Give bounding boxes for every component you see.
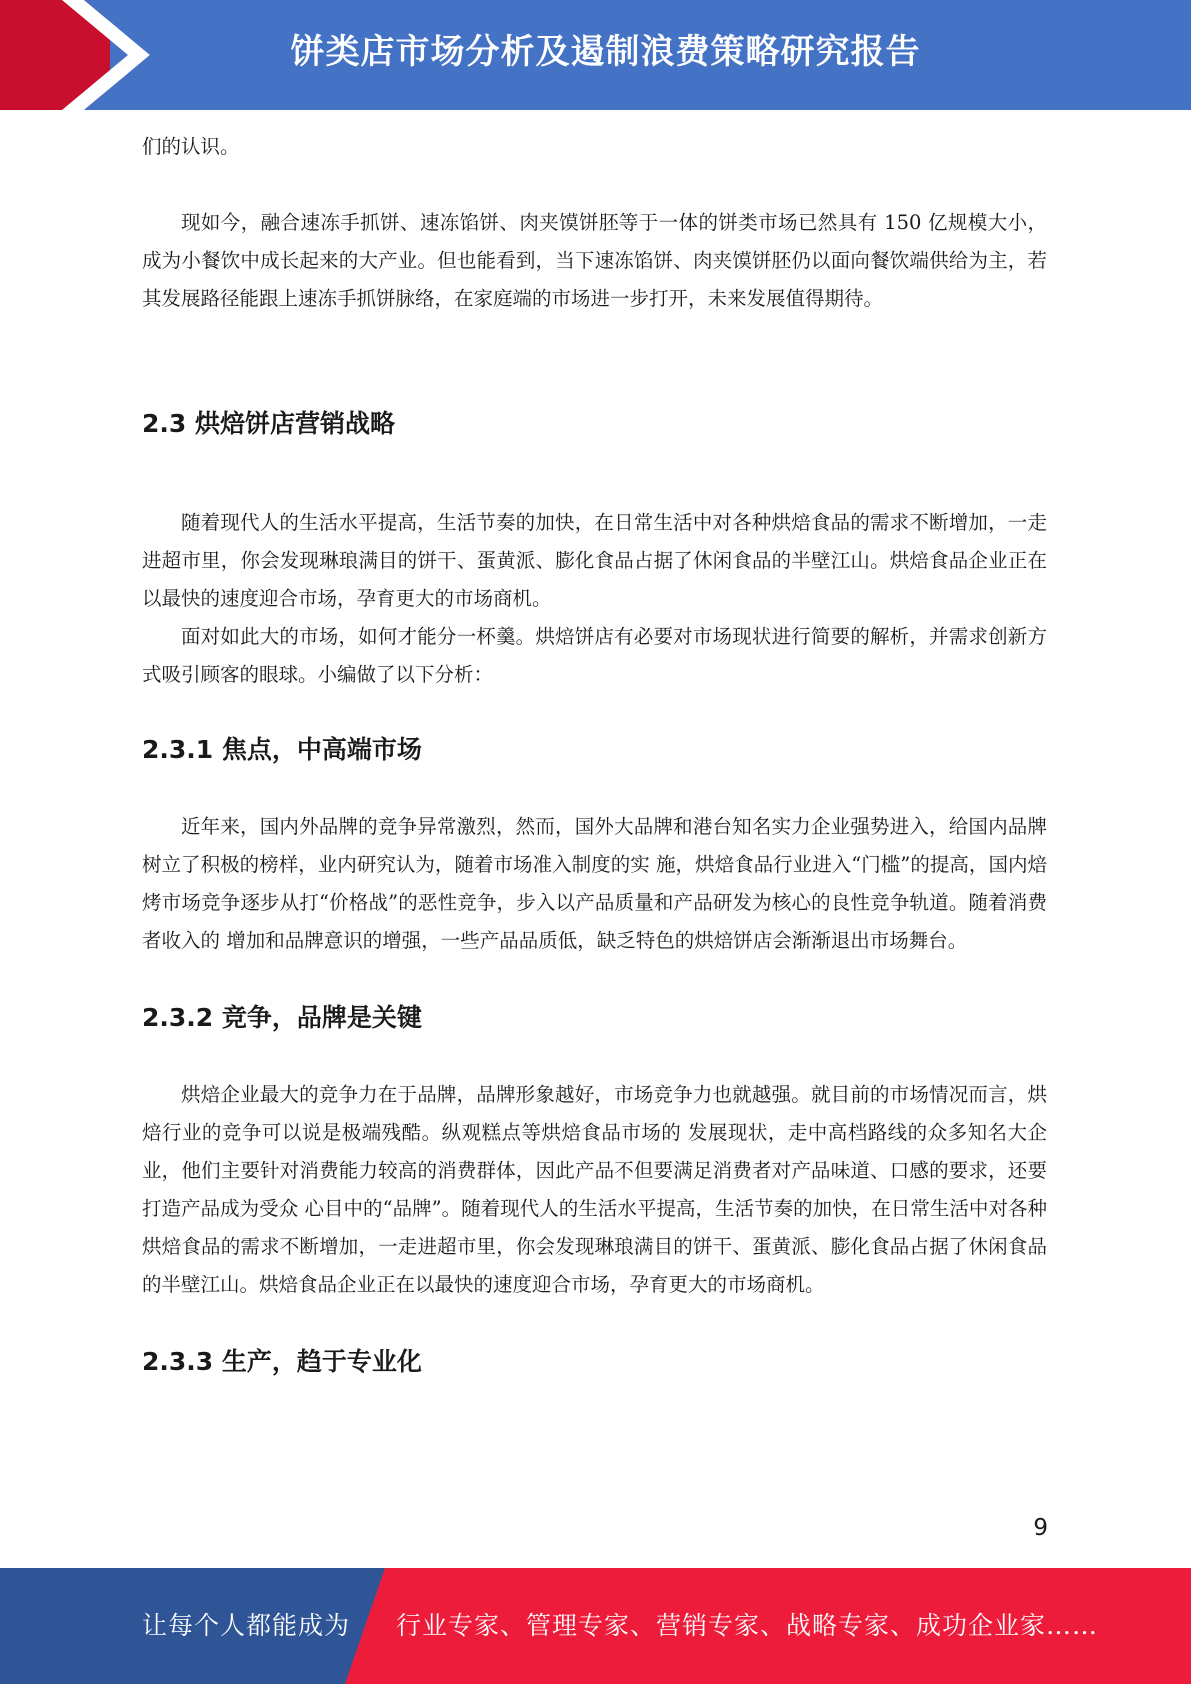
section-2-3-1-heading: 2.3.1 焦点，中高端市场	[142, 735, 422, 764]
header-chevron-icon	[0, 0, 160, 110]
market-paragraph: 现如今，融合速冻手抓饼、速冻馅饼、肉夹馍饼胚等于一体的饼类市场已然具有 150 亿规模大小，成为小餐饮中成长起来的大产业。但也能看到，当下速冻馅饼、肉夹馍饼胚仍以面向餐饮端供给为主，若其发展路径能跟上速冻手抓饼脉络，在家庭端的市场进一步打开，未来发展值得期待。	[142, 211, 1047, 310]
section-2-3-2-heading: 2.3.2 竞争，品牌是关键	[142, 1003, 422, 1032]
page-header-banner	[0, 0, 1191, 110]
page-number: 9	[1033, 1515, 1048, 1541]
section-2-3-heading: 2.3 烘焙饼店营销战略	[142, 409, 395, 438]
section-2-3-paragraph-2: 面对如此大的市场，如何才能分一杯羹。烘焙饼店有必要对市场现状进行简要的解析，并需求创新方式吸引顾客的眼球。小编做了以下分析：	[142, 625, 1047, 686]
section-2-3-3-heading: 2.3.3 生产，趋于专业化	[142, 1347, 422, 1376]
document-title: 饼类店市场分析及遏制浪费策略研究报告	[290, 32, 921, 72]
section-2-3-1-paragraph: 近年来，国内外品牌的竞争异常激烈，然而，国外大品牌和港台知名实力企业强势进入，给国内品牌树立了积极的榜样，业内研究认为，随着市场准入制度的实 施，烘焙食品行业进入“门槛”的提高，国内焙烤市场竞争逐步从打“价格战”的恶性竞争，步入以产品质量和产品研发为核心的良性竞争轨道。随着消费者收入的 增加和品牌意识的增强，一些产品品质低，缺乏特色的烘焙饼店会渐渐退出市场舞台。	[142, 815, 1047, 952]
footer-slogan-left: 让每个人都能成为	[142, 1611, 351, 1640]
continued-paragraph: 们的认识。	[142, 135, 240, 158]
document-body	[142, 128, 1047, 1382]
footer-slogan-right: 行业专家、管理专家、营销专家、战略专家、成功企业家……	[396, 1611, 1099, 1640]
section-2-3-2-paragraph: 烘焙企业最大的竞争力在于品牌，品牌形象越好，市场竞争力也就越强。就目前的市场情况而言，烘焙行业的竞争可以说是极端残酷。纵观糕点等烘焙食品市场的 发展现状，走中高档路线的众多知名大企业，他们主要针对消费能力较高的消费群体，因此产品不但要满足消费者对产品味道、口感的要求，还要打造产品成为受众 心目中的“品牌”。随着现代人的生活水平提高，生活节奏的加快，在日常生活中对各种烘焙食品的需求不断增加，一走进超市里，你会发现琳琅满目的饼干、蛋黄派、膨化食品占据了休闲食品的半壁江山。烘焙食品企业正在以最快的速度迎合市场，孕育更大的市场商机。	[142, 1083, 1047, 1296]
page-footer-banner	[0, 1568, 1191, 1684]
section-2-3-paragraph-1: 随着现代人的生活水平提高，生活节奏的加快，在日常生活中对各种烘焙食品的需求不断增加，一走进超市里，你会发现琳琅满目的饼干、蛋黄派、膨化食品占据了休闲食品的半壁江山。烘焙食品企业正在以最快的速度迎合市场，孕育更大的市场商机。	[142, 511, 1047, 610]
